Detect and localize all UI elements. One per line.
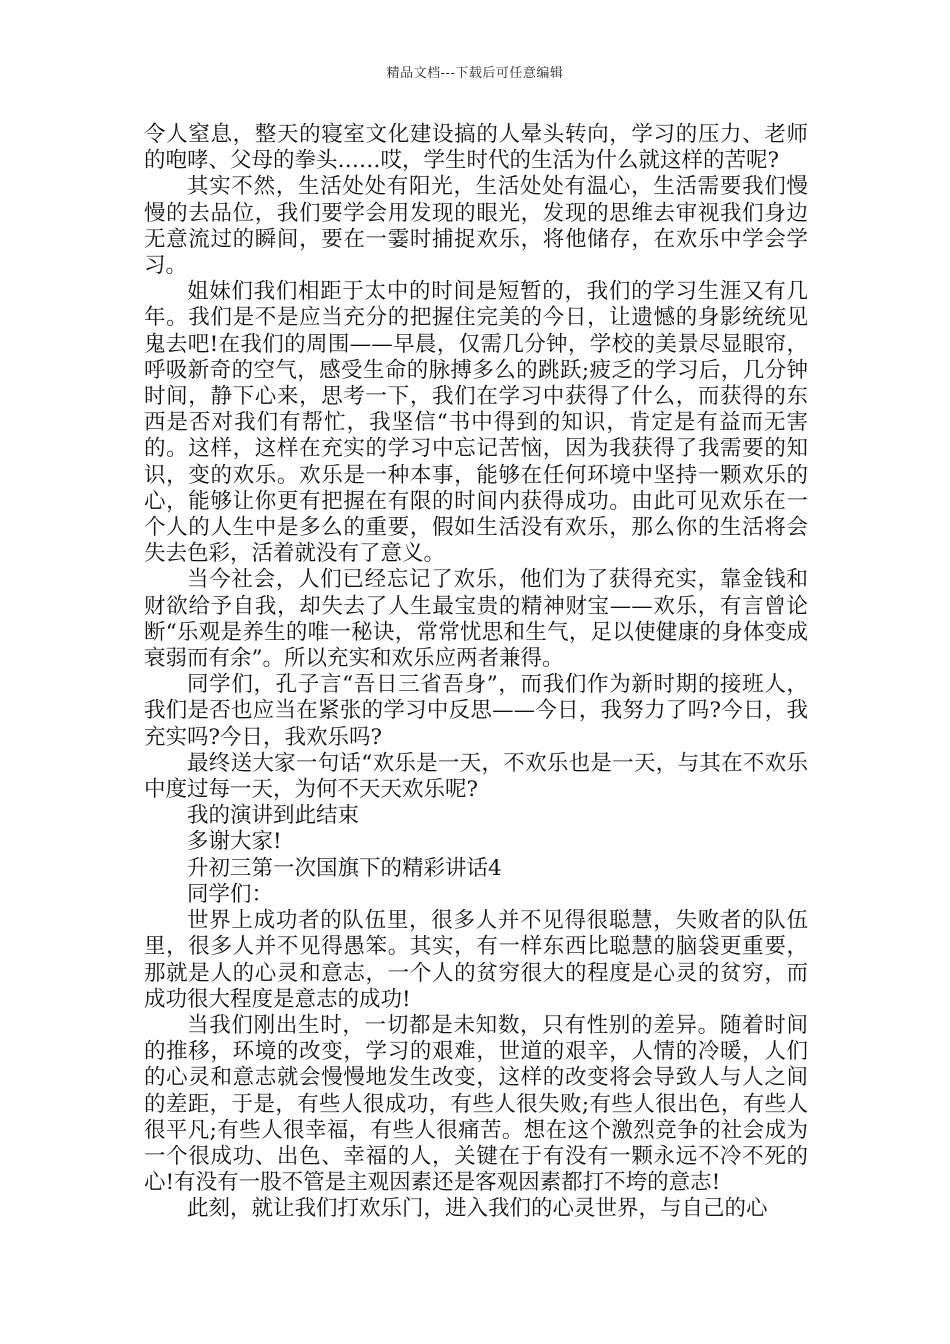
paragraph: 多谢大家! [187, 829, 282, 855]
paragraph: 同学们，孔子言“吾日三省吾身”，而我们作为新时期的接班人，我们是否也应当在紧张的学习中反思——今日，我努力了吗?今日，我充实吗?今日，我欢乐吗? [144, 672, 808, 750]
paragraph: 此刻，就让我们打欢乐门，进入我们的心灵世界，与自己的心 [187, 1196, 768, 1222]
page-header: 精品文档---下载后可任意编辑 [386, 66, 564, 81]
paragraph: 我的演讲到此结束 [187, 803, 360, 829]
document-body [144, 122, 808, 1223]
salutation: 同学们： [187, 881, 274, 907]
paragraph: 世界上成功者的队伍里，很多人并不见得很聪慧，失败者的队伍里，很多人并不见得愚笨。其实，有一样东西比聪慧的脑袋更重要，那就是人的心灵和意志，一个人的贫穷很大的程度是心灵的贫穷，而成功很大程度是意志的成功! [144, 908, 808, 1012]
paragraph: 其实不然，生活处处有阳光，生活处处有温心，生活需要我们慢慢的去品位，我们要学会用发现的眼光，发现的思维去审视我们身边无意流过的瞬间，要在一霎时捕捉欢乐，将他储存，在欢乐中学会学习。 [144, 174, 808, 279]
section-title: 升初三第一次国旗下的精彩讲话4 [187, 855, 502, 881]
paragraph: 当今社会，人们已经忘记了欢乐，他们为了获得充实，靠金钱和财欲给予自我，却失去了人生最宝贵的精神财宝——欢乐，有言曾论断“乐观是养生的唯一秘诀，常常忧思和生气，足以使健康的身体变成衰弱而有余”。所以充实和欢乐应两者兼得。 [144, 567, 808, 672]
paragraph: 姐妹们我们相距于太中的时间是短暂的，我们的学习生涯又有几年。我们是不是应当充分的把握住完美的今日，让遗憾的身影统统见鬼去吧!在我们的周围——早晨，仅需几分钟，学校的美景尽显眼帘，呼吸新奇的空气，感受生命的脉搏多么的跳跃;疲乏的学习后，几分钟时间，静下心来，思考一下，我们在学习中获得了什么，而获得的东西是否对我们有帮忙，我坚信“书中得到的知识，肯定是有益而无害的。这样，这样在充实的学习中忘记苦恼，因为我获得了我需要的知识，变的欢乐。欢乐是一种本事，能够在任何环境中坚持一颗欢乐的心，能够让你更有把握在有限的时间内获得成功。由此可见欢乐在一个人的人生中是多么的重要，假如生活没有欢乐，那么你的生活将会失去色彩，活着就没有了意义。 [144, 279, 808, 567]
paragraph: 令人窒息，整天的寝室文化建设搞的人晕头转向，学习的压力、老师的咆哮、父母的拳头……哎，学生时代的生活为什么就这样的苦呢? [144, 122, 808, 174]
paragraph: 当我们刚出生时，一切都是未知数，只有性别的差异。随着时间的推移，环境的改变，学习的艰难，世道的艰辛，人情的冷暖，人们的心灵和意志就会慢慢地发生改变，这样的改变将会导致人与人之间的差距，于是，有些人很成功，有些人很失败;有些人很出色，有些人很平凡;有些人很幸福，有些人很痛苦。想在这个激烈竞争的社会成为一个很成功、出色、幸福的人，关键在于有没有一颗永远不冷不死的心!有没有一股不管是主观因素还是客观因素都打不垮的意志! [144, 1012, 808, 1196]
paragraph: 最终送大家一句话“欢乐是一天，不欢乐也是一天，与其在不欢乐中度过每一天，为何不天天欢乐呢? [144, 750, 808, 803]
